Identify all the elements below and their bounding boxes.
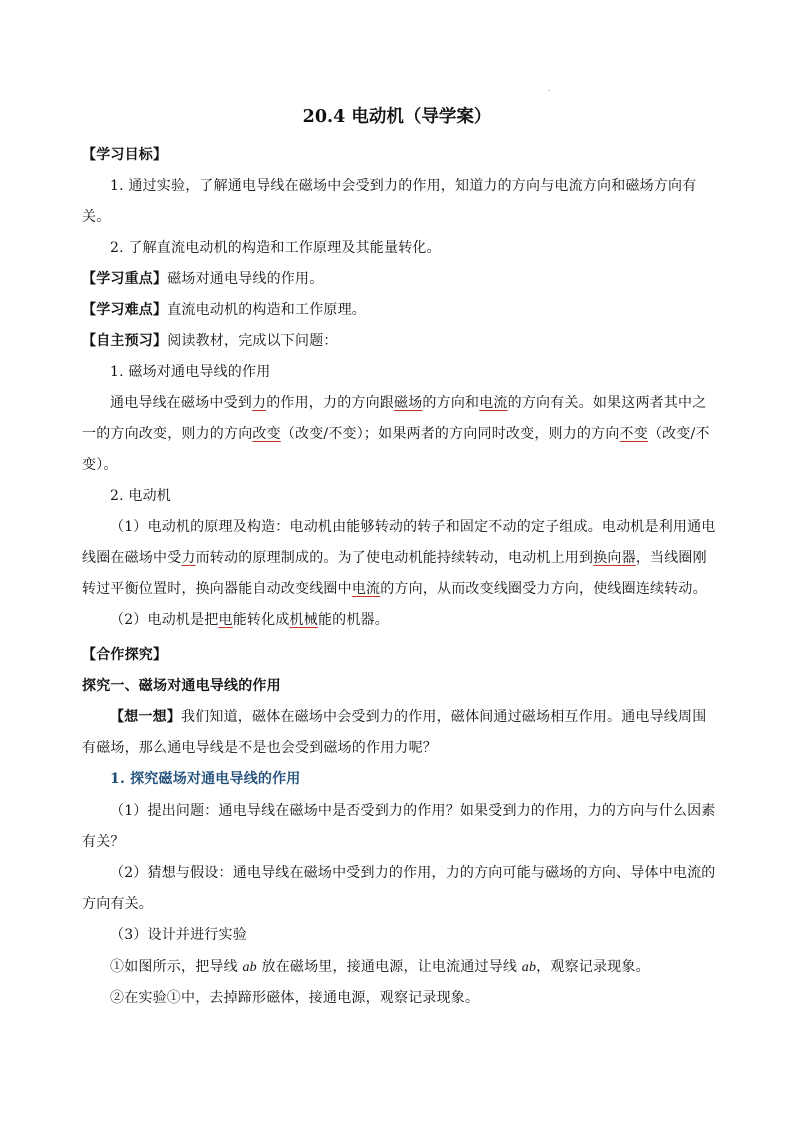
para-2-line-1: （1）电动机的原理及构造：电动机由能够转动的转子和固定不动的定子组成。电动机是利用通电 [110, 519, 716, 535]
question-1-line-2: 有关？ [82, 834, 125, 850]
preview [82, 331, 714, 351]
text: ，当线圈刚 [635, 550, 707, 566]
subsection-1-title: 1. 探究磁场对通电导线的作用 [110, 771, 301, 787]
text: （改变/不变）；如果两者的方向同时改变，则力的方向 [280, 426, 620, 442]
goal-2: 2. 了解直流电动机的构造和工作原理及其能量转化。 [110, 240, 441, 256]
goal-1-line-1: 1. 通过实验，了解通电导线在磁场中会受到力的作用，知道力的方向与电流方向和磁场方向有 [110, 178, 697, 194]
text: 能的机器。 [317, 612, 389, 628]
answer-blank: 电流 [351, 581, 381, 597]
text: 而转动的原理制成的。为了使电动机能持续转动，电动机上用到 [195, 550, 594, 566]
para-1-line-3: 变）。 [82, 457, 118, 473]
text: 放在磁场里，接通电源，让电流通过导线 [256, 959, 522, 975]
heading-cooperation: 【合作探究】 [82, 647, 168, 663]
answer-blank: 改变 [252, 426, 281, 442]
key-label: 【学习重点】 [82, 271, 168, 287]
para-3 [110, 610, 742, 630]
text: 的方向和 [422, 395, 480, 411]
difficulty [82, 300, 714, 320]
answer-blank: 不变 [619, 426, 648, 442]
think-line-2: 有磁场，那么通电导线是不是也会受到磁场的作用力呢？ [82, 740, 437, 756]
text: 能转化成 [232, 612, 290, 628]
text: （改变/不 [647, 426, 710, 442]
explore-1-title: 探究一、磁场对通电导线的作用 [82, 678, 281, 694]
section-1-title: 1. 磁场对通电导线的作用 [110, 364, 271, 380]
preview-label: 【自主预习】 [82, 333, 168, 349]
difficulty-text: 直流电动机的构造和工作原理。 [167, 302, 367, 318]
preview-text: 阅读教材，完成以下问题： [167, 333, 338, 349]
think-label: 【想一想】 [110, 709, 181, 725]
para-1-line-1 [110, 393, 742, 413]
corner-mark: . [548, 84, 551, 93]
text: 的方向，从而改变线圈受力方向，使线圈连续转动。 [380, 581, 707, 597]
wire-label: ab [242, 960, 257, 975]
question-2-line-1: （2）猜想与假设：通电导线在磁场中受到力的作用，力的方向可能与磁场的方向、导体中电流的 [110, 865, 716, 881]
key-point [82, 269, 714, 289]
experiment-2: ②在实验①中，去掉蹄形磁体，接通电源，观察记录现象。 [110, 990, 480, 1006]
para-2-line-3 [82, 579, 714, 599]
think-line-1 [110, 707, 742, 727]
text: 转过平衡位置时，换向器能自动改变线圈中 [82, 581, 352, 597]
para-2-line-2 [82, 548, 714, 568]
para-1-line-2 [82, 424, 714, 444]
answer-blank: 力 [252, 395, 267, 411]
text: 一的方向改变，则力的方向 [82, 426, 253, 442]
difficulty-label: 【学习难点】 [82, 302, 168, 318]
heading-learning-goals: 【学习目标】 [82, 147, 168, 163]
text: 的作用，力的方向跟 [266, 395, 395, 411]
question-2-line-2: 方向有关。 [82, 896, 153, 912]
answer-blank: 换向器 [593, 550, 636, 566]
key-text: 磁场对通电导线的作用。 [167, 271, 324, 287]
section-2-title: 2. 电动机 [110, 488, 172, 504]
answer-blank: 力 [181, 550, 196, 566]
text: （2）电动机是把 [110, 612, 219, 628]
text: 通电导线在磁场中受到 [110, 395, 252, 411]
text: ①如图所示，把导线 [110, 959, 243, 975]
text: ，观察记录现象。 [536, 959, 650, 975]
wire-label: ab [521, 960, 537, 975]
answer-blank: 机械 [289, 612, 318, 628]
text: 线圈在磁场中受 [82, 550, 182, 566]
question-1-line-1: （1）提出问题：通电导线在磁场中是否受到力的作用？如果受到力的作用，力的方向与什么因素 [110, 803, 716, 819]
goal-1-line-2: 关。 [82, 209, 111, 225]
question-3: （3）设计并进行实验 [110, 927, 247, 943]
answer-blank: 电 [218, 612, 233, 628]
experiment-1 [110, 957, 742, 978]
answer-blank: 电流 [479, 395, 508, 411]
page-title: 20.4 电动机（导学案） [302, 107, 492, 127]
text: 我们知道，磁体在磁场中会受到力的作用，磁体间通过磁场相互作用。通电导线周围 [181, 709, 707, 725]
text: 的方向有关。如果这两者其中之 [507, 395, 707, 411]
answer-blank: 磁场 [394, 395, 423, 411]
